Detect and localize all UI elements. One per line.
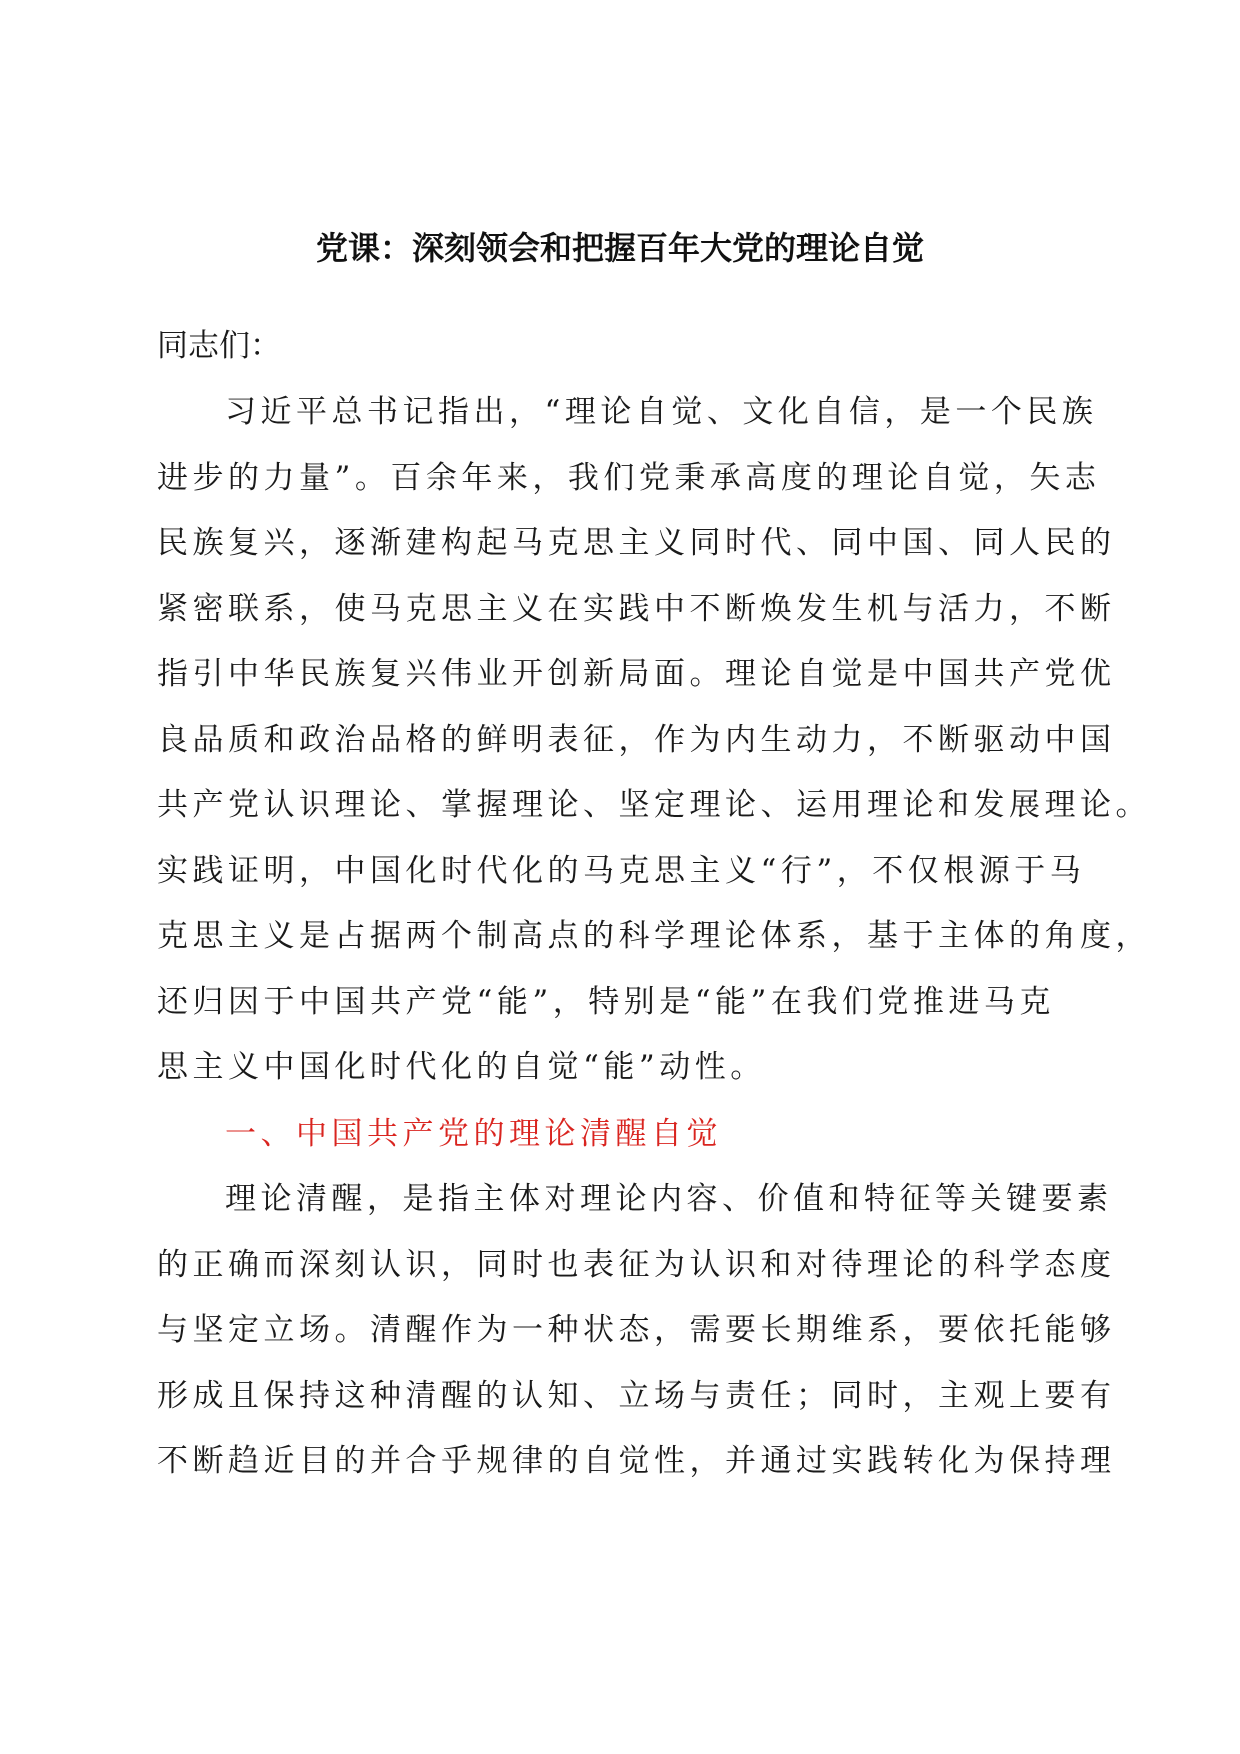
paragraph-theory-awareness <box>157 1167 1116 1495</box>
paragraph-line: 形成且保持这种清醒的认知、立场与责任；同时，主观上要有 <box>157 1377 1116 1414</box>
paragraph-line: 紧密联系，使马克思主义在实践中不断焕发生机与活力，不断 <box>157 590 1116 627</box>
paragraph-line: 共产党认识理论、掌握理论、坚定理论、运用理论和发展理论。 <box>157 787 1151 823</box>
paragraph-line: 还归因于中国共产党“能”，特别是“能”在我们党推进马克 <box>157 983 1055 1020</box>
paragraph-line: 进步的力量”。百余年来，我们党秉承高度的理论自觉，矢志 <box>157 459 1101 496</box>
salutation: 同志们： <box>157 328 281 364</box>
section-heading-block <box>157 1102 1057 1168</box>
paragraph-intro <box>157 380 1151 1101</box>
paragraph-line: 克思主义是占据两个制高点的科学理论体系，基于主体的角度， <box>157 918 1151 954</box>
document-title: 党课：深刻领会和把握百年大党的理论自觉 <box>315 229 924 267</box>
paragraph-line: 民族复兴，逐渐建构起马克思主义同时代、同中国、同人民的 <box>157 525 1116 561</box>
paragraph-line: 不断趋近目的并合乎规律的自觉性，并通过实践转化为保持理 <box>157 1443 1116 1479</box>
paragraph-line: 指引中华民族复兴伟业开创新局面。理论自觉是中国共产党优 <box>157 656 1116 692</box>
paragraph-line: 的正确而深刻认识，同时也表征为认识和对待理论的科学态度 <box>157 1246 1116 1283</box>
paragraph-line: 思主义中国化时代化的自觉“能”动性。 <box>157 1049 766 1085</box>
paragraph-line: 良品质和政治品格的鲜明表征，作为内生动力，不断驱动中国 <box>157 721 1116 758</box>
paragraph-line: 习近平总书记指出，“理论自觉、文化自信，是一个民族 <box>225 394 1098 430</box>
paragraph-line: 与坚定立场。清醒作为一种状态，需要长期维系，要依托能够 <box>157 1312 1116 1348</box>
section-heading: 一、中国共产党的理论清醒自觉 <box>225 1116 722 1152</box>
paragraph-line: 实践证明，中国化时代化的马克思主义“行”，不仅根源于马 <box>157 852 1086 889</box>
paragraph-line: 理论清醒，是指主体对理论内容、价值和特征等关键要素 <box>225 1181 1113 1217</box>
